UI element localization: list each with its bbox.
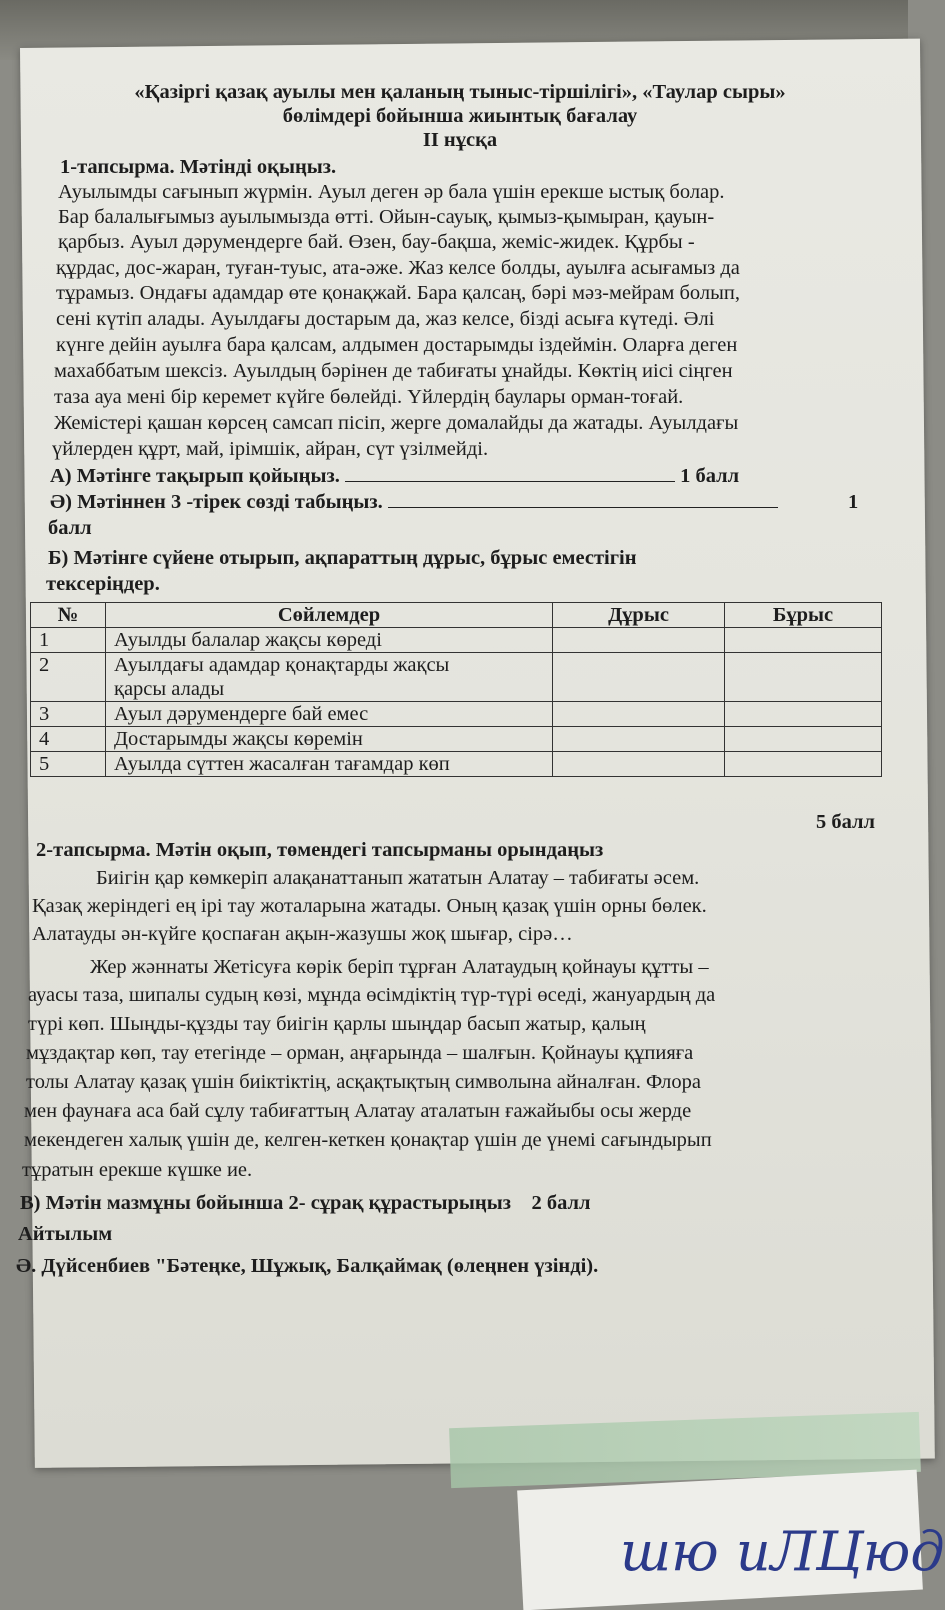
- task2-text-line: толы Алатау қазақ үшін биіктіктің, асқақтықтың символына айналған. Флора: [26, 1071, 701, 1093]
- question-b-line-2: тексеріңдер.: [46, 573, 160, 595]
- table-points: 5 балл: [816, 811, 876, 833]
- task2-text-line: мекендеген халық үшін де, келген-кеткен қонақтар үшін де үнемі сағындырып: [24, 1129, 712, 1151]
- question-a-text: А) Мәтінге тақырып қойыңыз.: [50, 465, 340, 487]
- row-sentence: Достарымды жақсы көремін: [106, 727, 553, 752]
- table-row: [31, 702, 882, 727]
- row-sentence: Ауылды балалар жақсы көреді: [106, 628, 553, 653]
- question-b-line-1: Б) Мәтінге сүйене отырып, ақпараттың дұрыс, бұрыс еместігін: [48, 547, 637, 569]
- true-cell[interactable]: [553, 653, 725, 702]
- row-number: 5: [31, 752, 106, 777]
- question-ae-text: Ә) Мәтіннен 3 -тірек сөзді табыңыз.: [50, 491, 383, 513]
- task2-text-line: ауасы таза, шипалы судың көзі, мұнда өсімдіктің түр-түрі өседі, жануардың да: [28, 984, 716, 1006]
- answer-line-a[interactable]: [345, 465, 675, 482]
- table-row: [31, 628, 882, 653]
- task1-text-line: Ауылымды сағынып жүрмін. Ауыл деген әр бала үшін ерекше ыстық болар.: [58, 181, 725, 203]
- task1-text-line: қарбыз. Ауыл дәрумендерге бай. Өзен, бау-бақша, жеміс-жидек. Құрбы -: [58, 231, 695, 253]
- poem-reference: Ә. Дүйсенбиев "Бәтеңке, Шұжық, Балқаймақ (өлеңнен үзінді).: [16, 1255, 599, 1277]
- false-cell[interactable]: [725, 752, 882, 777]
- task2-text-line: мен фаунаға аса бай сұлу табиғаттың Алатау аталатын ғажайыбы осы жерде: [24, 1100, 692, 1122]
- task2-text-line: тұратын ерекше күшке ие.: [22, 1159, 253, 1181]
- row-sentence: Ауылда сүттен жасалған тағамдар көп: [106, 752, 553, 777]
- row-sentence: Ауыл дәрумендерге бай емес: [106, 702, 553, 727]
- row-number: 1: [31, 628, 106, 653]
- task1-text-line: сені күтіп алады. Ауылдағы достарым да, жаз келсе, бізді асыға күтеді. Әлі: [56, 308, 715, 330]
- table-header-row: [31, 603, 882, 628]
- task1-text-line: күнге дейін ауылға бара қалсам, алдымен достарымды іздеймін. Оларға деген: [56, 334, 738, 356]
- handwriting: шю иЛЦюд: [620, 1520, 945, 1583]
- task1-text-line: құрдас, дос-жаран, туған-туыс, ата-әже. Жаз келсе болды, ауылға асығамыз да: [56, 257, 740, 279]
- task1-text-line: Жемістері қашан көрсең самсап пісіп, жерге домалайды да жатады. Ауылдағы: [54, 412, 739, 434]
- task2-text-line: Алатауды ән-күйге қоспаған ақын-жазушы жоқ шығар, сірә…: [32, 923, 573, 945]
- title-line-2: бөлімдері бойынша жиынтық бағалау: [282, 105, 638, 127]
- col-true-header: Дұрыс: [553, 603, 725, 628]
- table-row: [31, 752, 882, 777]
- variant-label: ІІ нұсқа: [422, 129, 498, 151]
- true-false-table: [30, 602, 882, 777]
- answer-line-ae[interactable]: [388, 491, 778, 508]
- col-sentences-header: Сөйлемдер: [106, 603, 553, 628]
- table-row: [31, 727, 882, 752]
- task1-text-line: тұрамыз. Ондағы адамдар өте қонақжай. Бара қалсаң, бәрі мәз-мейрам болып,: [56, 282, 740, 304]
- question-ae: [50, 490, 778, 514]
- row-sentence-part-1: Ауылдағы адамдар қонақтарды жақсы: [114, 654, 450, 676]
- false-cell[interactable]: [725, 702, 882, 727]
- task1-text-line: таза ауа мені бір керемет күйге бөлейді. Үйлердің баулары орман-тоғай.: [54, 386, 684, 408]
- question-v-points: 2 балл: [531, 1192, 591, 1214]
- col-false-header: Бұрыс: [725, 603, 882, 628]
- false-cell[interactable]: [725, 653, 882, 702]
- row-sentence: [106, 653, 553, 702]
- true-cell[interactable]: [553, 702, 725, 727]
- true-cell[interactable]: [553, 727, 725, 752]
- task2-text-line: Биігін қар көмкеріп алақанаттанып жататын Алатау – табиғаты әсем.: [96, 867, 700, 889]
- task2-text-line: Қазақ жеріндегі ең ірі тау жоталарына жатады. Оның қазақ үшін орны бөлек.: [32, 895, 707, 917]
- false-cell[interactable]: [725, 628, 882, 653]
- question-v: [20, 1191, 591, 1215]
- question-a-points: 1 балл: [680, 465, 740, 487]
- task2-heading: 2-тапсырма. Мәтін оқып, төмендегі тапсырманы орындаңыз: [36, 839, 604, 861]
- task1-text-line: Бар балалығымыз ауылымызда өтті. Ойын-сауық, қымыз-қымыран, қауын-: [58, 206, 715, 228]
- task1-text-line: махаббатым шексіз. Ауылдың бәрінен де табиғаты ұнайды. Көктің иісі сіңген: [54, 360, 733, 382]
- section-speaking: Айтылым: [18, 1223, 113, 1245]
- row-number: 3: [31, 702, 106, 727]
- row-number: 2: [31, 653, 106, 702]
- task1-heading: 1-тапсырма. Мәтінді оқыңыз.: [60, 156, 337, 178]
- true-cell[interactable]: [553, 628, 725, 653]
- col-num-header: №: [31, 603, 106, 628]
- task2-text-line: түрі көп. Шыңды-құзды тау биігін қарлы шыңдар басып жатыр, қалың: [28, 1013, 646, 1035]
- true-cell[interactable]: [553, 752, 725, 777]
- question-ae-points: 1: [848, 491, 859, 513]
- row-number: 4: [31, 727, 106, 752]
- row-sentence-part-2: қарсы алады: [114, 678, 225, 700]
- question-ae-points-unit: балл: [48, 517, 92, 539]
- title-line-1: «Қазіргі қазақ ауылы мен қаланың тыныс-тіршілігі», «Таулар сыры»: [134, 81, 786, 103]
- question-a: [50, 464, 739, 488]
- false-cell[interactable]: [725, 727, 882, 752]
- question-v-text: В) Мәтін мазмұны бойынша 2- сұрақ құрастырыңыз: [20, 1192, 511, 1214]
- task2-text-line: мұздақтар көп, тау етегінде – орман, аңғарында – шалғын. Қойнауы құпияға: [26, 1042, 694, 1064]
- task1-text-line: үйлерден құрт, май, ірімшік, айран, сүт үзілмейді.: [52, 438, 489, 460]
- task2-text-line: Жер жәннаты Жетісуға көрік беріп тұрған Алатаудың қойнауы құтты –: [90, 956, 709, 978]
- table-row: [31, 653, 882, 702]
